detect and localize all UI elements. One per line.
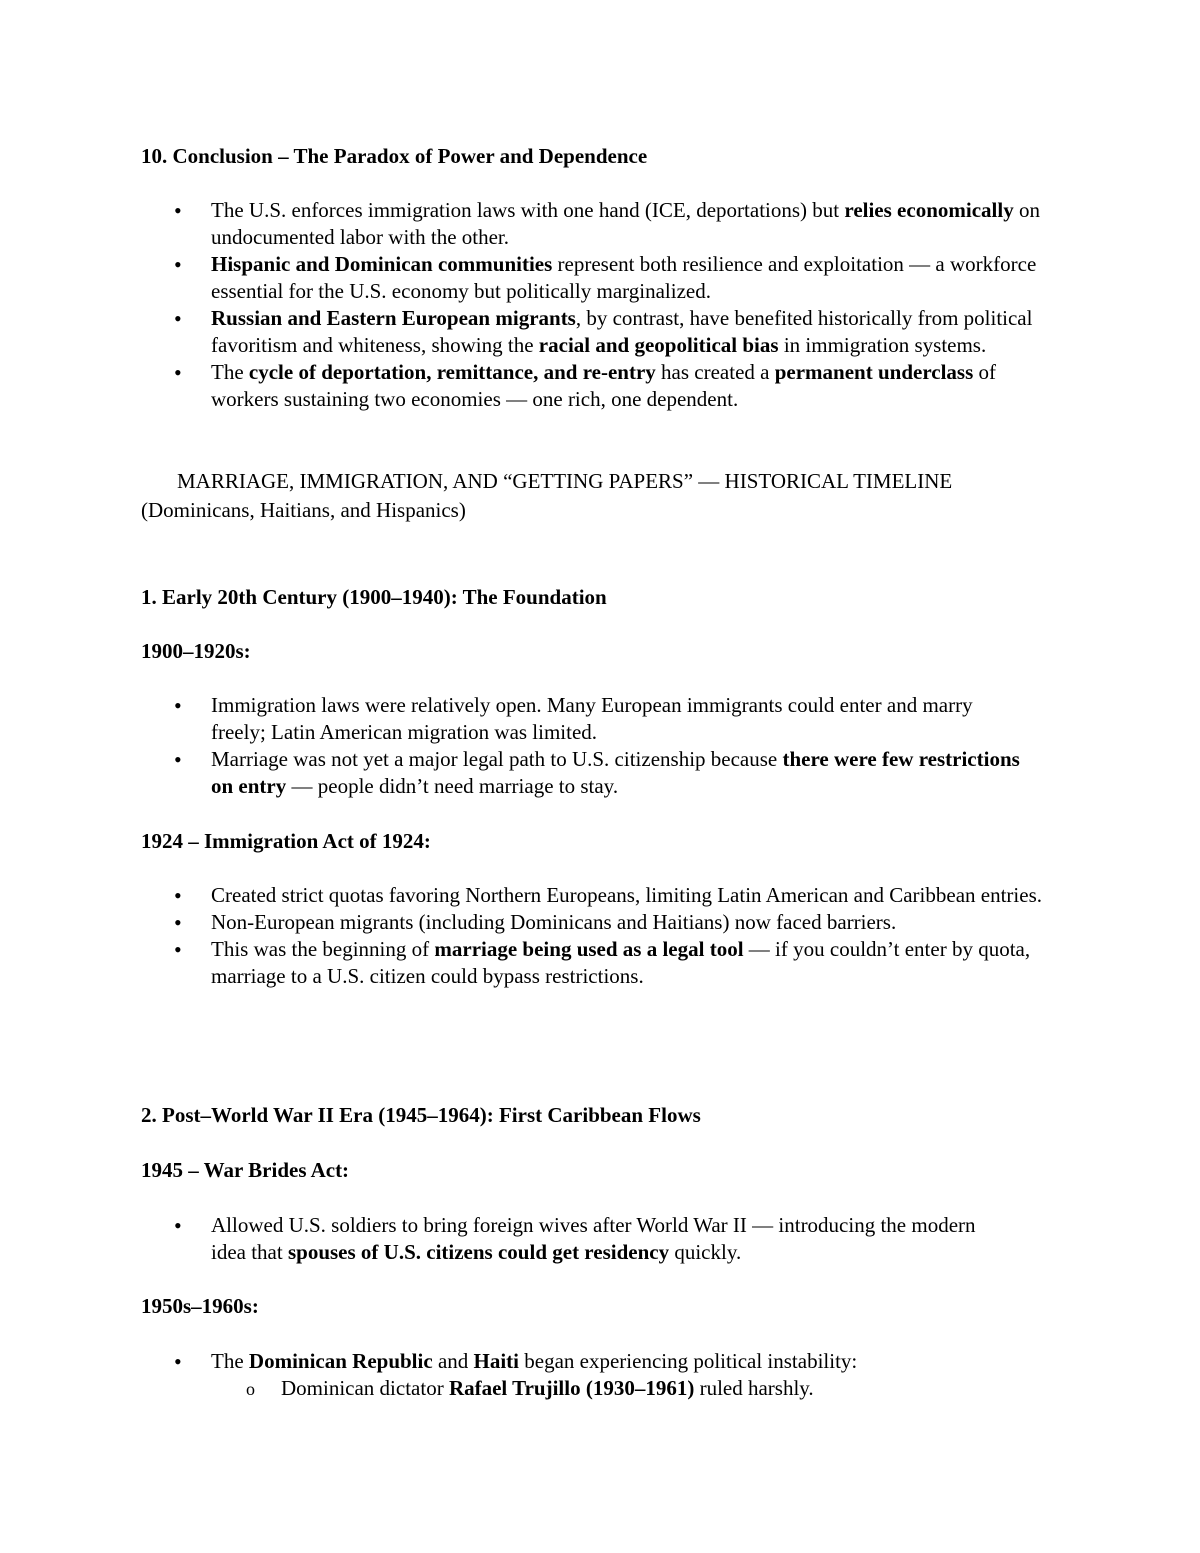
era1-sub2-bullet-list (211, 882, 1051, 990)
era1-sub1-heading: 1900–1920s: (141, 639, 251, 663)
text-segment: The (211, 1349, 249, 1373)
text-segment: Immigration laws were relatively open. Many European immigrants could enter and marry freely; Latin American migration was limited. (211, 693, 973, 744)
era1-sub1-bullet-list (211, 692, 1031, 800)
timeline-subtitle: (Dominicans, Haitians, and Hispanics) (141, 498, 466, 522)
text-segment: — people didn’t need marriage to stay. (286, 774, 619, 798)
list-item (211, 1348, 1061, 1375)
text-segment: has created a (655, 360, 775, 384)
text-segment: and (432, 1349, 474, 1373)
bold-text-segment: Dominican Republic (248, 1349, 433, 1373)
list-item (211, 251, 1061, 305)
era2-heading: 2. Post–World War II Era (1945–1964): First Caribbean Flows (141, 1103, 701, 1127)
bold-text-segment: Russian and Eastern European migrants (211, 306, 576, 330)
text-segment: Dominican dictator (281, 1376, 449, 1400)
timeline-title: MARRIAGE, IMMIGRATION, AND “GETTING PAPERS” — HISTORICAL TIMELINE (177, 469, 953, 493)
bold-text-segment: permanent underclass (774, 360, 974, 384)
era1-sub2-heading: 1924 – Immigration Act of 1924: (141, 829, 431, 853)
list-item (211, 1212, 1011, 1266)
text-segment: represent both resilience and exploitation — a workforce essential for the U.S. economy but politically marginalized. (211, 252, 1037, 303)
text-segment: Allowed U.S. soldiers to bring foreign wives after World War II — introducing the modern idea that (211, 1213, 976, 1264)
bold-text-segment: marriage being used as a legal tool (434, 937, 744, 961)
era2-sub2-subbullet-list (281, 1375, 1061, 1402)
text-segment: Marriage was not yet a major legal path to U.S. citizenship because (211, 747, 783, 771)
text-segment: The (211, 360, 249, 384)
bold-text-segment: Hispanic and Dominican communities (211, 252, 553, 276)
era2-sub2-bullet-list (211, 1348, 1061, 1375)
bold-text-segment: racial and geopolitical bias (538, 333, 779, 357)
list-item (211, 882, 1051, 909)
era1-heading: 1. Early 20th Century (1900–1940): The Foundation (141, 585, 607, 609)
list-item (281, 1375, 1061, 1402)
list-item (211, 305, 1061, 359)
section-heading-conclusion: 10. Conclusion – The Paradox of Power and Dependence (141, 144, 648, 168)
list-item (211, 197, 1061, 251)
text-segment: in immigration systems. (778, 333, 987, 357)
bold-text-segment: spouses of U.S. citizens could get residency (287, 1240, 670, 1264)
text-segment: Created strict quotas favoring Northern Europeans, limiting Latin American and Caribbean entries. (211, 883, 1042, 907)
list-item (211, 936, 1051, 990)
text-segment: ruled harshly. (694, 1376, 814, 1400)
list-item (211, 909, 1051, 936)
text-segment: The U.S. enforces immigration laws with one hand (ICE, deportations) but (211, 198, 845, 222)
bold-text-segment: relies economically (844, 198, 1014, 222)
list-item (211, 692, 1031, 746)
text-segment: quickly. (669, 1240, 742, 1264)
conclusion-bullet-list (211, 197, 1061, 413)
bold-text-segment: Rafael Trujillo (1930–1961) (448, 1376, 695, 1400)
text-segment: This was the beginning of (211, 937, 435, 961)
text-segment: on undocumented labor with the other. (211, 198, 1040, 249)
era2-sub2-heading: 1950s–1960s: (141, 1294, 259, 1318)
list-item (211, 359, 1061, 413)
bold-text-segment: there were few restrictions on entry (211, 747, 1020, 798)
text-segment: , by contrast, have benefited historically from political favoritism and whiteness, showing the (211, 306, 1033, 357)
era2-sub1-bullet-list (211, 1212, 1011, 1266)
list-item (211, 746, 1031, 800)
bold-text-segment: cycle of deportation, remittance, and re-entry (248, 360, 656, 384)
text-segment: — if you couldn’t enter by quota, marriage to a U.S. citizen could bypass restrictions. (211, 937, 1031, 988)
era2-sub1-heading: 1945 – War Brides Act: (141, 1158, 350, 1182)
bold-text-segment: Haiti (473, 1349, 520, 1373)
text-segment: began experiencing political instability: (519, 1349, 858, 1373)
text-segment: Non-European migrants (including Dominicans and Haitians) now faced barriers. (211, 910, 897, 934)
text-segment: of workers sustaining two economies — one rich, one dependent. (211, 360, 997, 411)
